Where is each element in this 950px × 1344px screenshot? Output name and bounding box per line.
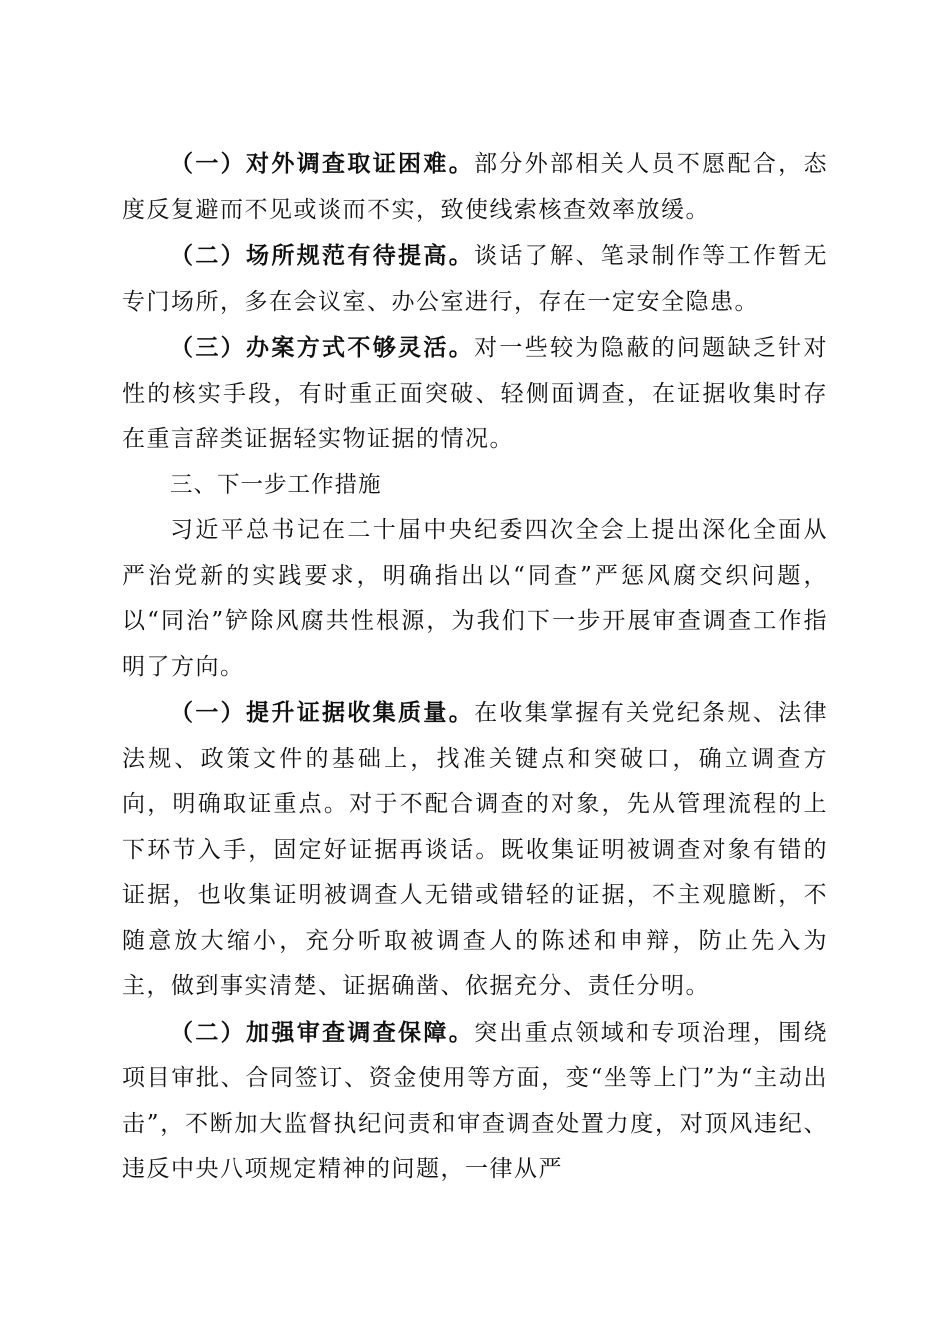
paragraph-lead: （一）提升证据收集质量。: [170, 699, 475, 726]
paragraph-text: 突出重点领域和专项治理，围绕项目审批、合同签订、资金使用等方面，变“坐等上门”为“主动出击”，不断加大监督执纪问责和审查调查处置力度，对顶风违纪、违反中央八项规定精神的问题，一律从严: [122, 1019, 829, 1182]
paragraph-lead: （二）场所规范有待提高。: [170, 242, 475, 269]
paragraph-lead: （三）办案方式不够灵活。: [170, 334, 475, 361]
paragraph-text: 在收集掌握有关党纪条规、法律法规、政策文件的基础上，找准关键点和突破口，确立调查方向，明确取证重点。对于不配合调查的对象，先从管理流程的上下环节入手，固定好证据再谈话。既收集证明被调查对象有错的证据，也收集证明被调查人无错或错轻的证据，不主观臆断，不随意放大缩小，充分听取被调查人的陈述和申辩，防止先入为主，做到事实清楚、证据确凿、依据充分、责任分明。: [122, 700, 829, 999]
paragraph-lead: （一）对外调查取证困难。: [170, 150, 475, 177]
paragraph-difficulty-1: [122, 141, 828, 233]
paragraph-measure-1: [122, 690, 828, 1010]
paragraph-measure-2: [122, 1010, 828, 1193]
paragraph-difficulty-2: [122, 233, 828, 325]
paragraph-text: 对一些较为隐蔽的问题缺乏针对性的核实手段，有时重正面突破、轻侧面调查，在证据收集时存在重言辞类证据轻实物证据的情况。: [122, 335, 829, 452]
paragraph-difficulty-3: [122, 325, 828, 463]
document-body: [122, 141, 828, 1193]
intro-paragraph: 习近平总书记在二十届中央纪委四次全会上提出深化全面从严治党新的实践要求，明确指出以“同查”严惩风腐交织问题，以“同治”铲除风腐共性根源，为我们下一步开展审查调查工作指明了方向。: [122, 517, 828, 680]
paragraph-text: 部分外部相关人员不愿配合，态度反复避而不见或谈而不实，致使线索核查效率放缓。: [122, 151, 829, 223]
paragraph-text: 谈话了解、笔录制作等工作暂无专门场所，多在会议室、办公室进行，存在一定安全隐患。: [122, 243, 829, 315]
paragraph-lead: （二）加强审查调查保障。: [170, 1018, 475, 1046]
section-heading: 三、下一步工作措施: [170, 471, 382, 498]
